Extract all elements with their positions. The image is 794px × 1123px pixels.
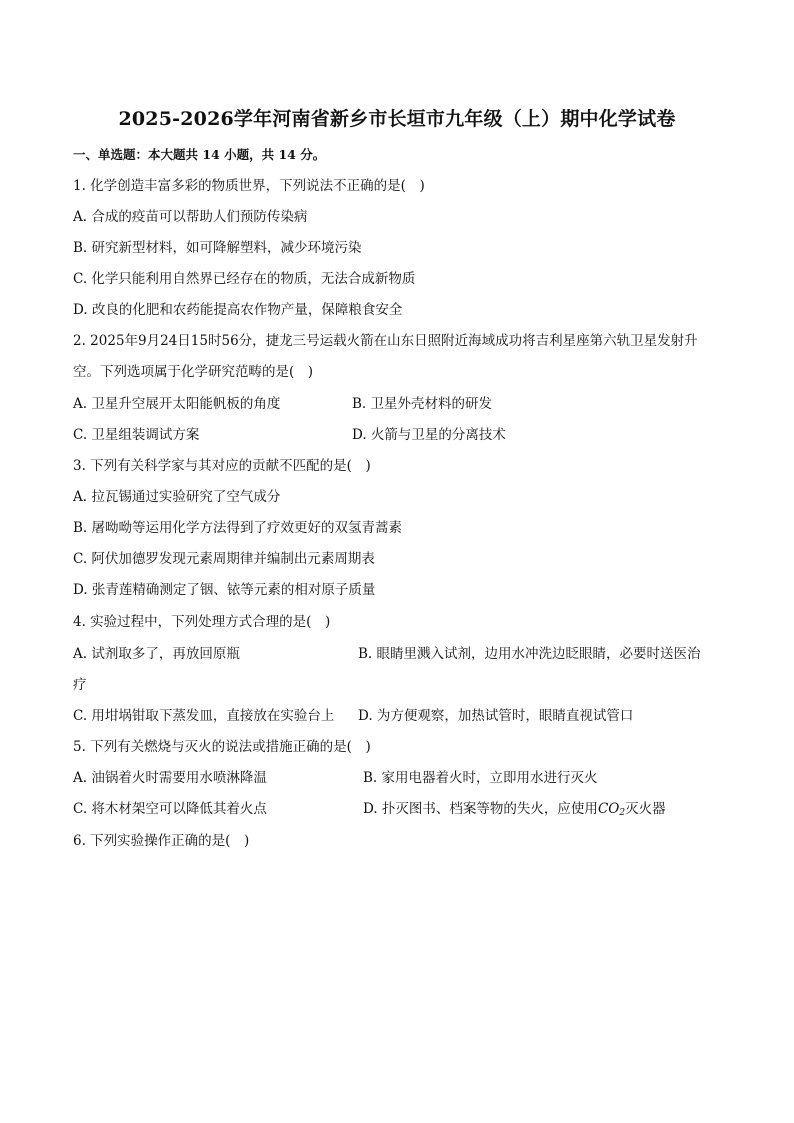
- question-1-stem: 1. 化学创造丰富多彩的物质世界，下列说法不正确的是( ): [73, 178, 425, 194]
- question-5-option-d-text: D. 扑灭图书、档案等物的失火，应使用: [363, 801, 598, 817]
- question-3-option-c: C. 阿伏加德罗发现元素周期律并编制出元素周期表: [73, 551, 375, 567]
- question-5-stem: 5. 下列有关燃烧与灭火的说法或措施正确的是( ): [73, 739, 371, 755]
- question-4-option-b-line1: B. 眼睛里溅入试剂，边用水冲洗边眨眼睛，必要时送医治: [358, 646, 701, 662]
- question-3-option-b: B. 屠呦呦等运用化学方法得到了疗效更好的双氢青蒿素: [73, 520, 403, 536]
- question-4-option-d: D. 为方便观察，加热试管时，眼睛直视试管口: [358, 708, 634, 724]
- question-2-option-a: A. 卫星升空展开太阳能帆板的角度: [73, 396, 281, 412]
- chem-formula-base: CO: [597, 801, 620, 817]
- question-2-option-c: C. 卫星组装调试方案: [73, 427, 200, 443]
- section-heading: 一、单选题：本大题共 14 小题，共 14 分。: [73, 147, 326, 162]
- question-2-option-d: D. 火箭与卫星的分离技术: [352, 427, 506, 443]
- question-4-option-c: C. 用坩埚钳取下蒸发皿，直接放在实验台上: [73, 708, 335, 724]
- question-2-option-b: B. 卫星外壳材料的研发: [352, 396, 493, 412]
- question-6-stem: 6. 下列实验操作正确的是( ): [73, 833, 250, 849]
- question-5-option-d: [363, 800, 666, 822]
- question-3-option-a: A. 拉瓦锡通过实验研究了空气成分: [73, 489, 281, 505]
- question-4-stem: 4. 实验过程中，下列处理方式合理的是( ): [73, 614, 331, 630]
- question-5-option-b: B. 家用电器着火时，立即用水进行灭火: [363, 770, 598, 786]
- question-5-option-c: C. 将木材架空可以降低其着火点: [73, 801, 267, 817]
- question-3-stem: 3. 下列有关科学家与其对应的贡献不匹配的是( ): [73, 458, 371, 474]
- question-1-option-c: C. 化学只能利用自然界已经存在的物质，无法合成新物质: [73, 271, 416, 287]
- question-5-option-a: A. 油锅着火时需要用水喷淋降温: [73, 770, 267, 786]
- question-1-option-a: A. 合成的疫苗可以帮助人们预防传染病: [73, 209, 308, 225]
- chem-formula-subscript: 2: [619, 808, 626, 818]
- page-title: 2025-2026学年河南省新乡市长垣市九年级（上）期中化学试卷: [118, 108, 676, 130]
- question-4-option-a: A. 试剂取多了，再放回原瓶: [73, 646, 240, 662]
- question-1-option-b: B. 研究新型材料，如可降解塑料，减少环境污染: [73, 240, 362, 256]
- chem-formula-co2: [598, 801, 625, 817]
- question-5-option-d-suffix: 灭火器: [625, 801, 666, 817]
- question-2-stem-line1: 2. 2025年9月24日15时56分，捷龙三号运载火箭在山东日照附近海域成功将吉利星座第六轨卫星发射升: [73, 333, 698, 349]
- question-4-option-b-line2: 疗: [73, 677, 87, 693]
- question-1-option-d: D. 改良的化肥和农药能提高农作物产量，保障粮食安全: [73, 302, 403, 318]
- question-2-stem-line2: 空。下列选项属于化学研究范畴的是( ): [73, 364, 314, 380]
- question-3-option-d: D. 张青莲精确测定了铟、铱等元素的相对原子质量: [73, 582, 376, 598]
